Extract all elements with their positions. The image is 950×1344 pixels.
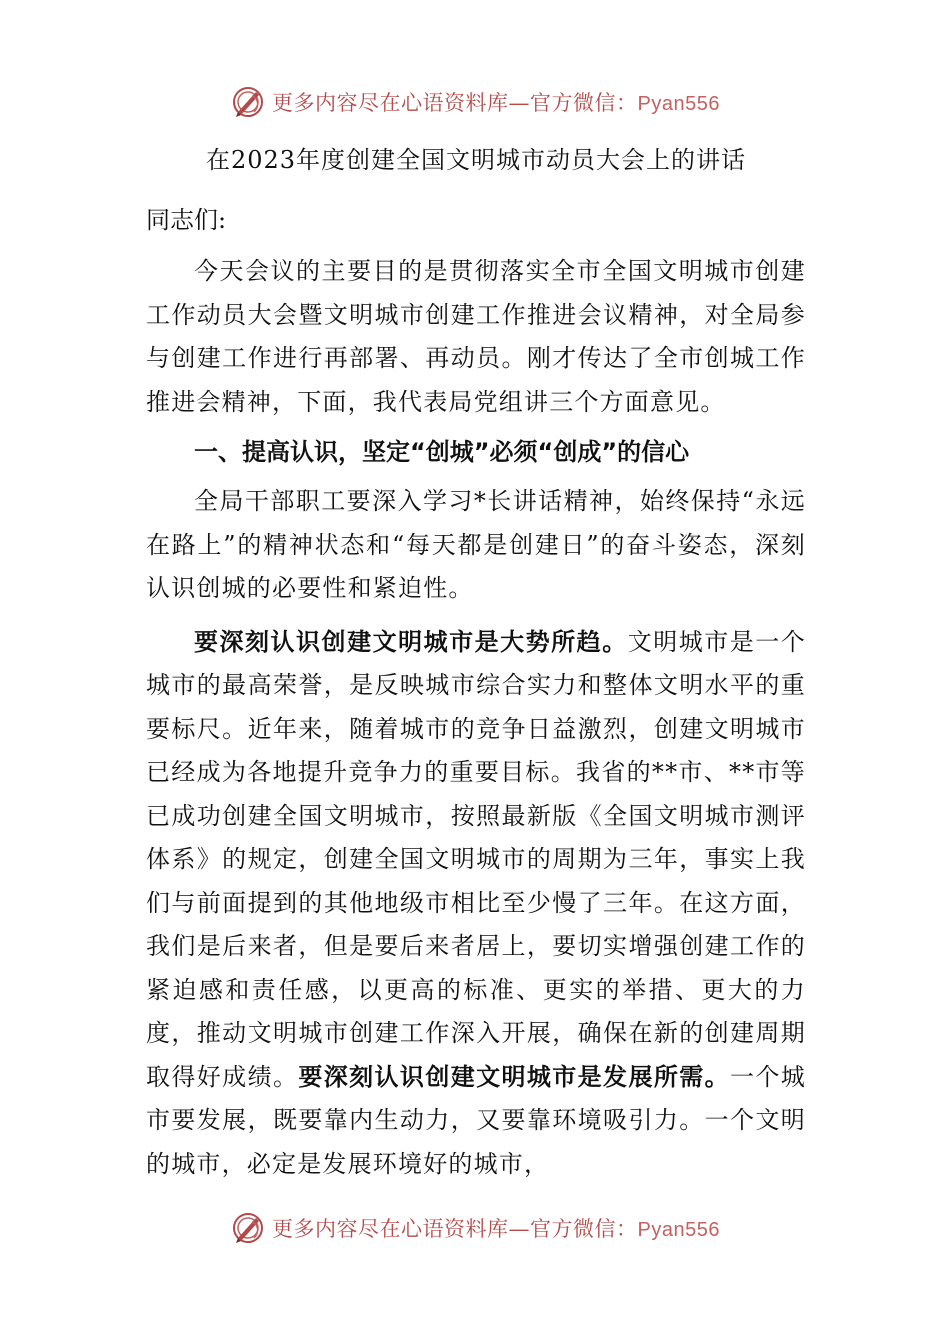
section-heading-1: 一、提高认识，坚定“创城”必须“创成”的信心 [194, 438, 690, 466]
footer-banner [0, 1208, 950, 1248]
paragraph-body-2: 一个城市要发展，既要靠内生动力，又要靠环境吸引力。一个文明的城市，必定是发展环境好的城市， [146, 1062, 806, 1178]
intro-paragraph: 今天会议的主要目的是贯彻落实全市全国文明城市创建工作动员大会暨文明城市创建工作推进会议精神，对全局参与创建工作进行再部署、再动员。刚才传达了全市创城工作推进会精神，下面，我代表局党组讲三个方面意见。 [146, 257, 806, 416]
banner-inner [230, 84, 720, 120]
section1-paragraph-1: 全局干部职工要深入学习*长讲话精神，始终保持“永远在路上”的精神状态和“每天都是创建日”的奋斗姿态，深刻认识创城的必要性和紧迫性。 [146, 487, 806, 602]
banner-wechat-id: Pyan556 [637, 93, 720, 115]
salutation: 同志们: [146, 206, 227, 234]
document-title: 在2023年度创建全国文明城市动员大会上的讲话 [205, 146, 747, 174]
bold-lead-sentence-2: 要深刻认识创建文明城市是发展所需。 [298, 1062, 731, 1091]
banner-wechat-id: Pyan556 [637, 1219, 720, 1241]
banner-text [272, 1213, 720, 1243]
bold-lead-sentence-1: 要深刻认识创建文明城市是大势所趋。 [194, 627, 628, 656]
banner-text-cn: 更多内容尽在心语资料库—官方微信： [272, 91, 638, 115]
banner-text-cn: 更多内容尽在心语资料库—官方微信： [272, 1217, 638, 1241]
paragraph-gap [146, 611, 806, 621]
banner-inner [230, 1210, 720, 1246]
header-banner [0, 82, 950, 122]
pen-logo-icon [230, 84, 266, 120]
banner-text [272, 87, 720, 117]
paragraph-body-1: 文明城市是一个城市的最高荣誉，是反映城市综合实力和整体文明水平的重要标尺。近年来，随着城市的竞争日益激烈，创建文明城市已经成为各地提升竞争力的重要目标。我省的**市、**市等已成功创建全国文明城市，按照最新版《全国文明城市测评体系》的规定，创建全国文明城市的周期为三年，事实上我们与前面提到的其他地级市相比至少慢了三年。在这方面，我们是后来者，但是要后来者居上，要切实增强创建工作的紧迫感和责任感，以更高的标准、更实的举措、更大的力度，推动文明城市创建工作深入开展，确保在新的创建周期取得好成绩。 [146, 627, 806, 1091]
pen-logo-icon [230, 1210, 266, 1246]
section1-paragraph-2 [146, 621, 806, 1187]
document-body [146, 140, 806, 1186]
